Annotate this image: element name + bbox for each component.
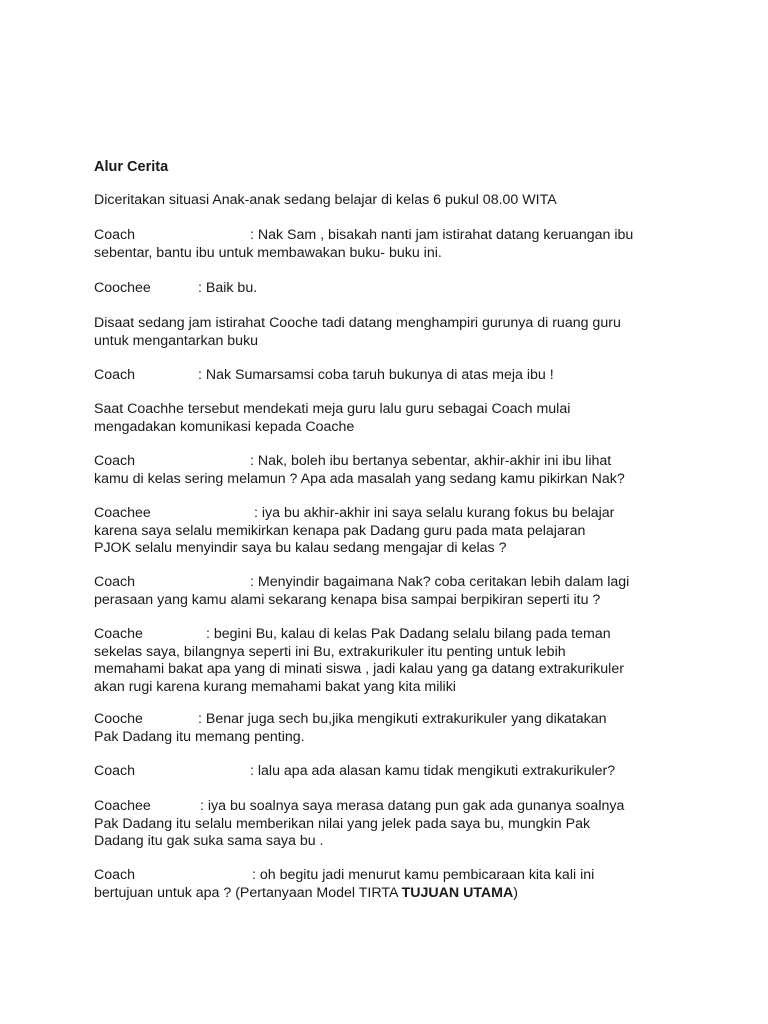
- dialogue-line: bertujuan untuk apa ? (Pertanyaan Model TIRTA: [94, 884, 402, 901]
- dialogue-line: : Nak, boleh ibu bertanya sebentar, akhir-akhir ini ibu lihat: [250, 453, 612, 469]
- closing-paren: ): [513, 884, 518, 901]
- dialogue-line: : Menyindir bagaimana Nak? coba ceritakan lebih dalam lagi: [250, 574, 630, 590]
- dialogue-line: : Baik bu.: [198, 280, 258, 296]
- dialogue-block: [94, 367, 734, 385]
- dialogue-line: : oh begitu jadi menurut kamu pembicaraan kita kali ini: [252, 867, 595, 883]
- dialogue-block: [94, 453, 734, 488]
- dialogue-line: : iya bu soalnya saya merasa datang pun gak ada gunanya soalnya: [200, 798, 625, 814]
- intro-paragraph: [94, 192, 734, 210]
- dialogue-block: [94, 574, 734, 609]
- dialogue-block: [94, 763, 734, 781]
- dialogue-line: perasaan yang kamu alami sekarang kenapa bisa sampai berpikiran seperti itu ?: [94, 591, 601, 608]
- speaker-label: Coochee: [94, 280, 151, 296]
- dialogue-line: : iya bu akhir-akhir ini saya selalu kurang fokus bu belajar: [254, 505, 615, 521]
- speaker-label: Coache: [94, 626, 143, 642]
- dialogue-block: [94, 798, 734, 851]
- speaker-label: Coach: [94, 453, 136, 469]
- dialogue-line: : begini Bu, kalau di kelas Pak Dadang selalu bilang pada teman: [206, 626, 611, 642]
- speaker-label: Coachee: [94, 505, 151, 521]
- speaker-label: Cooche: [94, 711, 143, 727]
- narration-line: mengadakan komunikasi kepada Coache: [94, 418, 355, 435]
- narration-block: [94, 315, 734, 350]
- dialogue-line: Dadang itu gak suka sama saya bu .: [94, 833, 324, 849]
- dialogue-line: karena saya selalu memikirkan kenapa pak Dadang guru pada mata pelajaran: [94, 522, 586, 539]
- dialogue-line: Pak Dadang itu selalu memberikan nilai yang jelek pada saya bu, mungkin Pak: [94, 815, 591, 832]
- speaker-label: Coach: [94, 574, 136, 590]
- dialogue-line: sekelas saya, bilangnya seperti ini Bu, extrakurikuler itu penting untuk lebih: [94, 643, 566, 660]
- document-title: Alur Cerita: [94, 159, 169, 175]
- emphasis-text: TUJUAN UTAMA: [401, 884, 514, 901]
- dialogue-line: kamu di kelas sering melamun ? Apa ada masalah yang sedang kamu pikirkan Nak?: [94, 470, 625, 487]
- narration-line: untuk mengantarkan buku: [94, 332, 259, 349]
- dialogue-line: PJOK selalu menyindir saya bu kalau sedang mengajar di kelas ?: [94, 540, 507, 556]
- speaker-label: Coachee: [94, 798, 151, 814]
- narration-line: Saat Coachhe tersebut mendekati meja guru lalu guru sebagai Coach mulai: [94, 401, 571, 417]
- dialogue-block: [94, 227, 734, 262]
- speaker-label: Coach: [94, 367, 136, 383]
- dialogue-block: [94, 711, 734, 746]
- narration-block: [94, 401, 734, 436]
- dialogue-block: [94, 867, 734, 902]
- dialogue-line: sebentar, bantu ibu untuk membawakan buku- buku ini.: [94, 244, 442, 261]
- dialogue-block: [94, 505, 734, 558]
- dialogue-line: : Nak Sumarsamsi coba taruh bukunya di atas meja ibu !: [198, 367, 554, 383]
- dialogue-line: : Nak Sam , bisakah nanti jam istirahat datang keruangan ibu: [250, 227, 634, 243]
- dialogue-line: akan rugi karena kurang memahami bakat yang kita miliki: [94, 678, 456, 695]
- speaker-label: Coach: [94, 763, 136, 779]
- speaker-label: Coach: [94, 227, 136, 243]
- dialogue-block: [94, 626, 734, 696]
- dialogue-line: : lalu apa ada alasan kamu tidak mengikuti extrakurikuler?: [250, 763, 616, 779]
- narration-line: Disaat sedang jam istirahat Cooche tadi datang menghampiri gurunya di ruang guru: [94, 315, 621, 331]
- dialogue-line: memahami bakat apa yang di minati siswa , jadi kalau yang ga datang extrakurikuler: [94, 661, 624, 677]
- dialogue-block: [94, 280, 734, 298]
- speaker-label: Coach: [94, 867, 136, 883]
- dialogue-line: : Benar juga sech bu,jika mengikuti extrakurikuler yang dikatakan: [198, 711, 607, 727]
- intro-line: Diceritakan situasi Anak-anak sedang belajar di kelas 6 pukul 08.00 WITA: [94, 192, 557, 208]
- dialogue-line: Pak Dadang itu memang penting.: [94, 728, 305, 745]
